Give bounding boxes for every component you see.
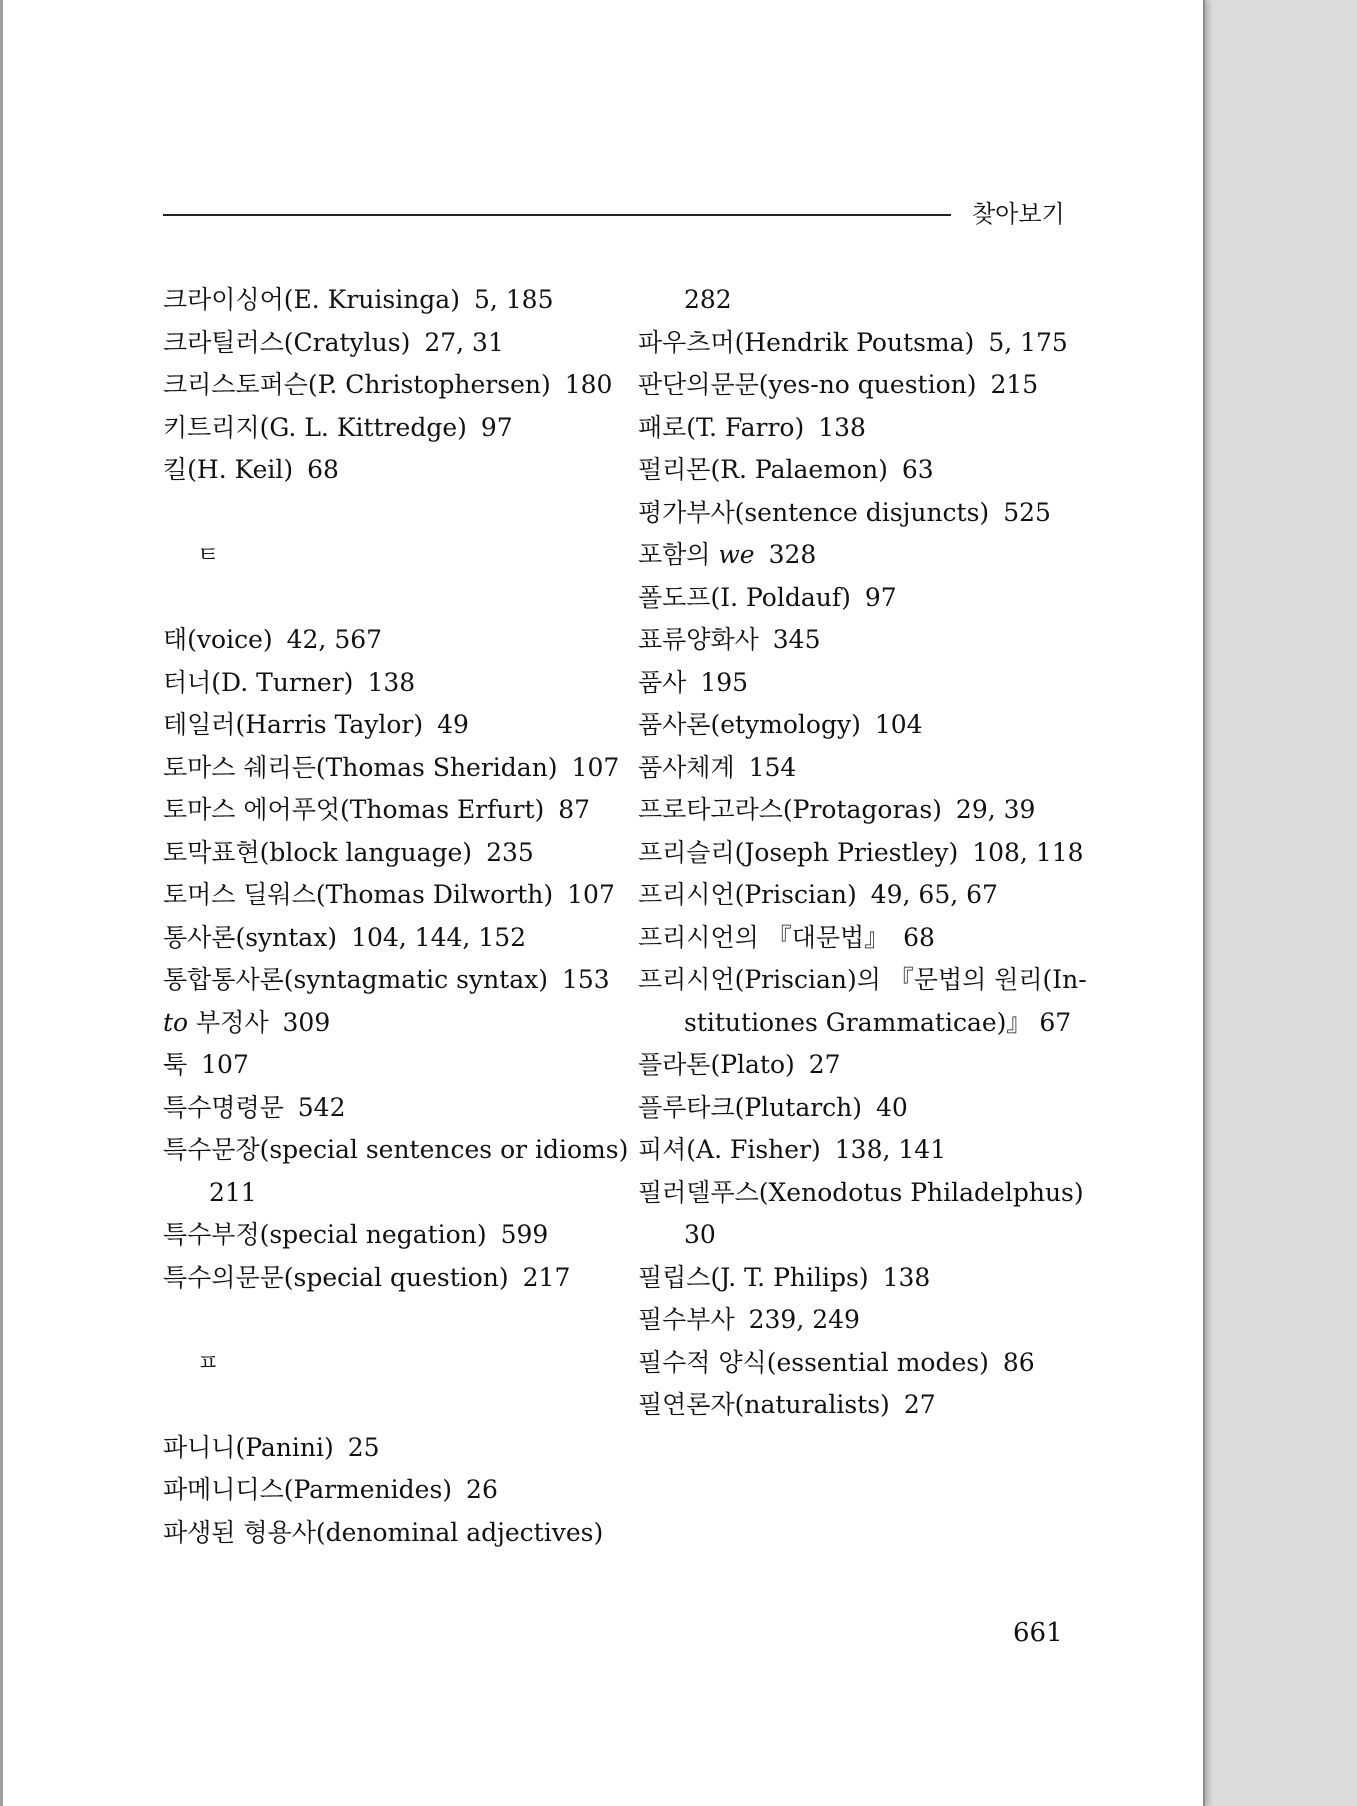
index-term: 토머스 딜워스(Thomas Dilworth) [163,880,554,909]
index-entry [163,917,603,960]
index-page-refs: 309 [282,1007,331,1037]
index-term: 특수부정(special negation) [163,1220,487,1249]
index-term: 품사체계 [638,752,735,782]
index-entry [163,1087,603,1130]
index-term: 파니니(Panini) [163,1432,334,1462]
index-term: 킬(H. Keil) [163,455,294,484]
index-term: 키트리지(G. L. Kittredge) [163,412,467,442]
index-page-refs: 138 [367,667,416,697]
index-term: 토막표현(block language) [163,837,473,867]
index-page-refs: 40 [876,1092,908,1122]
index-entry [163,1512,603,1555]
index-page-refs: 525 [1003,497,1051,527]
index-entry [163,747,620,790]
index-term: 크리스토퍼슨(P. Christophersen) [163,370,551,399]
index-entry [638,1044,1068,1087]
index-term: 포함의 [638,540,719,569]
index-entry [163,1214,603,1257]
index-entry [638,577,1068,620]
index-page-refs: 97 [864,582,897,612]
index-entry [163,364,613,407]
index-term: 평가부사(sentence disjuncts) [638,497,990,527]
index-term: 프리시언(Priscian) [638,880,857,909]
index-page-refs: 215 [990,370,1039,399]
index-page-refs: 542 [297,1092,346,1122]
index-entry [163,619,603,662]
index-entry [638,959,1087,1002]
index-page-refs: 5, 175 [988,327,1068,357]
index-entry [638,1342,1068,1385]
index-entry [638,1172,1084,1215]
index-term: 툭 [163,1050,188,1079]
index-term: 특수명령문 [163,1092,284,1122]
index-entry [638,874,1068,917]
index-entry-continuation: 211 [209,1177,257,1207]
index-page-refs: 68 [307,455,339,484]
blank-line [163,492,603,535]
index-term: 필립스(J. T. Philips) [638,1262,869,1292]
index-entry [638,1384,1068,1427]
index-term: 크라이싱어(E. Kruisinga) [163,285,460,314]
index-page-refs: 49, 65, 67 [870,880,998,909]
section-letter-heading: ㅌ [197,542,220,568]
index-page-refs: 104, 144, 152 [351,922,527,952]
index-term: 통사론(syntax) [163,922,338,952]
index-page-refs: 217 [522,1262,571,1292]
index-page-refs: 27 [903,1390,936,1419]
index-entry-continuation: 30 [684,1220,716,1249]
index-term: 특수의문문(special question) [163,1262,509,1292]
index-page-refs: 138, 141 [834,1135,947,1164]
index-entry [638,917,1068,960]
index-entry [638,662,1068,705]
index-page-refs: 235 [486,837,534,867]
index-page-refs: 107 [201,1050,249,1079]
index-term: 표류양화사 [638,625,759,654]
index-page-refs: 108, 118 [972,837,1084,867]
index-term: 토마스 에어푸엇(Thomas Erfurt) [163,795,545,824]
index-entry [163,449,603,492]
index-page-refs: 104 [874,710,923,739]
index-entry [163,704,603,747]
index-page-refs: 599 [500,1220,549,1249]
index-term: 필수부사 [638,1305,735,1334]
index-term: 폴도프(I. Poldauf) [638,582,851,612]
index-page-refs: 27, 31 [424,327,504,357]
blank-line [163,1299,603,1342]
index-entry [638,1087,1068,1130]
index-term: 품사 [638,667,687,697]
page-number: 661 [1013,1618,1063,1648]
index-term: 프리시언(Priscian)의 『문법의 원리(In- [638,965,1087,994]
index-entry [638,1257,1068,1300]
index-page-refs: 180 [564,370,613,399]
index-entry [163,832,603,875]
index-column-right [638,279,1087,1427]
index-page-refs: 345 [772,625,821,654]
index-page-refs: 138 [818,412,866,442]
index-page-refs: 86 [1002,1347,1035,1377]
index-entry [638,1299,1068,1342]
index-page-refs: 138 [882,1262,931,1292]
index-entry [163,662,603,705]
index-term: 터너(D. Turner) [163,667,354,697]
index-entry [638,789,1068,832]
index-page-refs: 239, 249 [748,1305,860,1334]
index-page-refs: 328 [768,540,817,569]
index-term: 테일러(Harris Taylor) [163,710,424,739]
index-term: 프리시언의 『대문법』 [638,922,890,952]
blank-line [163,577,603,620]
index-entry [638,1129,1068,1172]
header-rule [163,214,951,216]
index-term: 펄리몬(R. Palaemon) [638,455,888,484]
index-term: 토마스 쉐리든(Thomas Sheridan) [163,752,558,782]
index-page-refs: 42, 567 [286,625,383,654]
index-entry [638,407,1068,450]
index-page-refs: 153 [561,965,610,994]
index-entry [163,1002,603,1045]
index-page-refs: 195 [700,667,749,697]
index-term: 파생된 형용사(denominal adjectives) [163,1517,604,1547]
index-page-refs: 26 [466,1475,498,1504]
index-term: 필수적 양식(essential modes) [638,1347,989,1377]
index-entry [163,1044,603,1087]
index-term: 크라틸러스(Cratylus) [163,327,411,357]
index-entry [163,1427,603,1470]
index-entry [163,279,603,322]
index-entry-continuation: 282 [684,285,732,314]
section-letter-heading: ㅍ [197,1349,220,1376]
index-page-refs: 63 [901,455,934,484]
index-entry [638,364,1068,407]
index-entry [163,407,603,450]
index-term: 통합통사론(syntagmatic syntax) [163,965,548,994]
index-page-refs: 27 [808,1050,841,1079]
index-term: 패로(T. Farro) [638,412,805,442]
index-entry [638,492,1068,535]
index-term: 프리슬리(Joseph Priestley) [638,837,959,867]
index-page-refs: 49 [437,710,469,739]
blank-line [163,1384,603,1427]
index-column-left [163,279,629,1554]
index-term: 판단의문문(yes-no question) [638,370,977,399]
index-page-refs: 68 [903,922,935,952]
index-term: 품사론(etymology) [638,710,861,739]
index-term: 피셔(A. Fisher) [638,1135,821,1164]
index-term: 필러델푸스(Xenodotus Philadelphus) [638,1177,1084,1207]
index-entry [163,874,615,917]
index-entry [638,832,1084,875]
index-term: 필연론자(naturalists) [638,1390,890,1419]
index-page-refs: 107 [567,880,615,909]
index-entry [638,747,1068,790]
index-entry [163,789,603,832]
index-page-refs: 25 [347,1432,380,1462]
index-entry [638,449,1068,492]
index-entry [638,534,1068,577]
running-head: 찾아보기 [972,200,1065,228]
index-page-refs: 97 [480,412,513,442]
index-entry-continuation: stitutiones Grammaticae)』 67 [684,1007,1072,1037]
index-entry [638,322,1068,365]
index-entry [163,1129,629,1172]
index-term: 파우츠머(Hendrik Poutsma) [638,327,975,357]
index-term: 플라톤(Plato) [638,1050,795,1079]
index-entry [163,322,603,365]
index-term: 플루타크(Plutarch) [638,1092,863,1122]
index-entry [163,1469,603,1512]
index-term-italic: we [718,540,755,569]
index-entry [638,704,1068,747]
index-term: 부정사 [188,1007,269,1037]
index-term: 파메니디스(Parmenides) [163,1475,453,1504]
index-entry [638,619,1068,662]
index-entry [163,1257,603,1300]
index-page-refs: 107 [571,752,620,782]
index-page-refs: 5, 185 [473,285,554,314]
index-term: 프로타고라스(Protagoras) [638,795,942,824]
index-page-refs: 87 [558,795,591,824]
index-term-italic: to [163,1007,189,1037]
index-page-refs: 29, 39 [955,795,1036,824]
index-term: 특수문장(special sentences or idioms) [163,1135,629,1164]
index-entry [163,959,610,1002]
index-term: 태(voice) [163,625,273,654]
index-page-refs: 154 [748,752,797,782]
